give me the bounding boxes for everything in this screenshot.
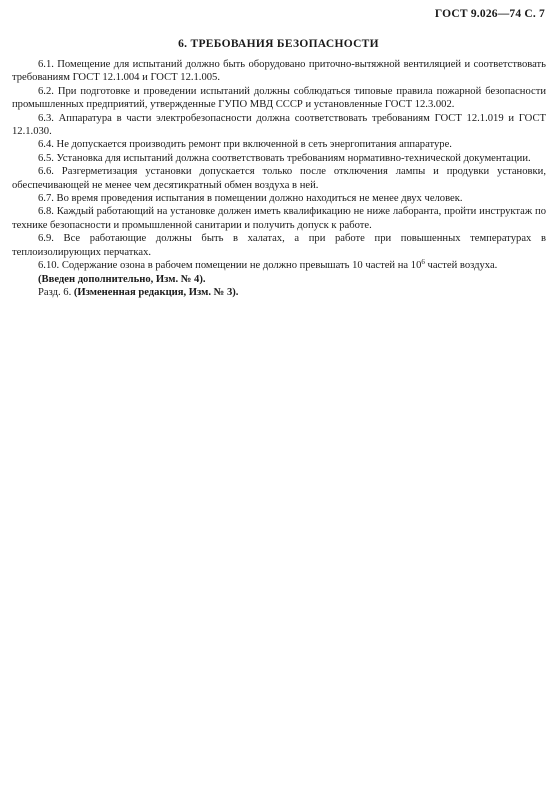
paragraph-6-10-text: 6.10. Содержание озона в рабочем помещении не должно превышать 10 частей на 10 — [38, 260, 422, 272]
paragraph-6-10-tail: частей воздуха. — [424, 260, 498, 272]
paragraph-6-10 — [12, 259, 546, 272]
paragraph-6-4: 6.4. Не допускается производить ремонт при включенной в сеть энергопитания аппаратуре. — [38, 139, 452, 151]
section-title: 6. ТРЕБОВАНИЯ БЕЗОПАСНОСТИ — [178, 38, 379, 50]
amendment-note-changed: (Измененная редакция, Изм. № 3). — [73, 286, 239, 298]
paragraph-6-1: 6.1. Помещение для испытаний должно быть оборудовано приточно-вытяжной вентиляцией и соответствовать требованиям ГОСТ 12.1.004 и ГОСТ 12.1.005. — [12, 59, 546, 84]
paragraph-6-3: 6.3. Аппаратура в части электробезопасности должна соответствовать требованиям ГОСТ 12.1.019 и ГОСТ 12.1.030. — [12, 112, 546, 138]
paragraph-6-8: 6.8. Каждый работающий на установке должен иметь квалификацию не ниже лаборанта, пройти инструктаж по технике безопасности и промышленной санитарии и получить допуск к работе. — [12, 206, 546, 231]
paragraph-6-6: 6.6. Разгерметизация установки допускается только после отключения лампы и продувки установки, обеспечивающей не менее чем десятикратный обмен воздуха в ней. — [12, 166, 546, 191]
section-body — [12, 58, 546, 299]
amendment-note-section — [12, 286, 546, 299]
paragraph-6-5: 6.5. Установка для испытаний должна соответствовать требованиям нормативно-технической документации. — [38, 152, 531, 164]
paragraph-6-2: 6.2. При подготовке и проведении испытаний должны соблюдаться типовые правила пожарной безопасности промышленных предприятий, утвержденные ГУПО МВД СССР и установленные ГОСТ 12.3.002. — [12, 85, 546, 111]
running-head: ГОСТ 9.026—74 С. 7 — [434, 8, 545, 20]
exponent: 6 — [421, 258, 425, 267]
amendment-note-added: (Введен дополнительно, Изм. № 4). — [38, 273, 206, 285]
paragraph-6-7: 6.7. Во время проведения испытания в помещении должно находиться не менее двух человек. — [38, 193, 463, 205]
section-ref: Разд. 6. — [38, 286, 74, 298]
paragraph-6-9: 6.9. Все работающие должны быть в халатах, а при работе при повышенных температурах в теплоизолирующих перчатках. — [12, 233, 546, 258]
